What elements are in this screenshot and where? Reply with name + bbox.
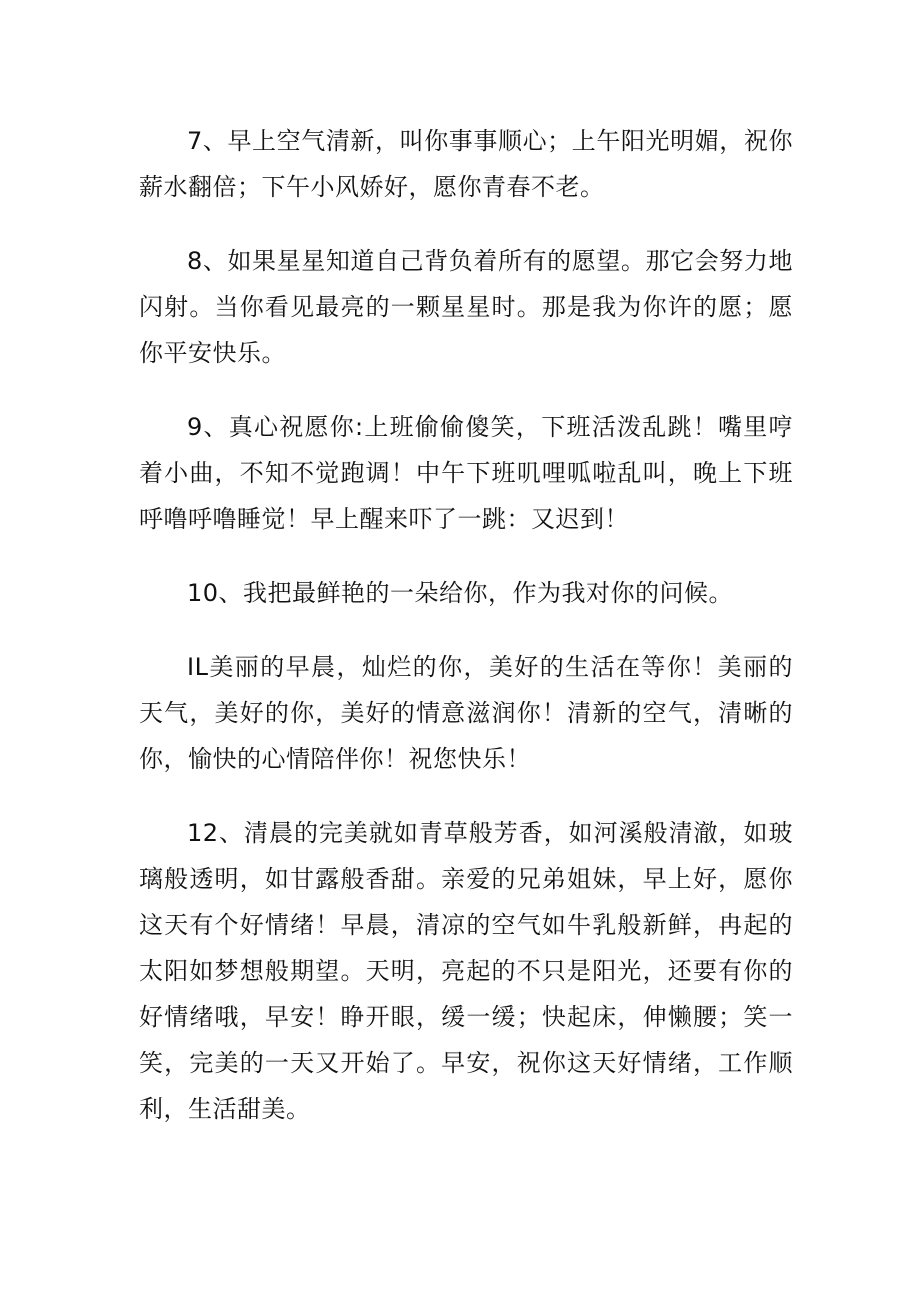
paragraph-8: 8、如果星星知道自己背负着所有的愿望。那它会努力地闪射。当你看见最亮的一颗星星时。那是我为你许的愿；愿你平安快乐。 bbox=[139, 247, 793, 367]
paragraph-10: 10、我把最鲜艳的一朵给你，作为我对你的问候。 bbox=[187, 579, 734, 607]
document-body bbox=[139, 118, 793, 1160]
paragraph-11: IL美丽的早晨，灿烂的你，美好的生活在等你！美丽的天气，美好的你，美好的情意滋润你！清新的空气，清晰的你，愉快的心情陪伴你！祝您快乐！ bbox=[139, 653, 793, 773]
paragraph-7: 7、早上空气清新，叫你事事顺心；上午阳光明媚，祝你薪水翻倍；下午小风娇好，愿你青春不老。 bbox=[139, 127, 793, 201]
paragraph-9: 9、真心祝愿你:上班偷偷傻笑，下班活泼乱跳！嘴里哼着小曲，不知不觉跑调！中午下班叽哩呱啦乱叫，晚上下班呼噜呼噜睡觉！早上醒来吓了一跳：又迟到！ bbox=[139, 413, 793, 533]
paragraph-12: 12、清晨的完美就如青草般芳香，如河溪般清澈，如玻璃般透明，如甘露般香甜。亲爱的兄弟姐妹，早上好，愿你这天有个好情绪！早晨，清凉的空气如牛乳般新鲜，冉起的太阳如梦想般期望。天明，亮起的不只是阳光，还要有你的好情绪哦，早安！睁开眼，缓一缓；快起床，伸懒腰；笑一笑，完美的一天又开始了。早安，祝你这天好情绪，工作顺利，生活甜美。 bbox=[139, 819, 793, 1123]
